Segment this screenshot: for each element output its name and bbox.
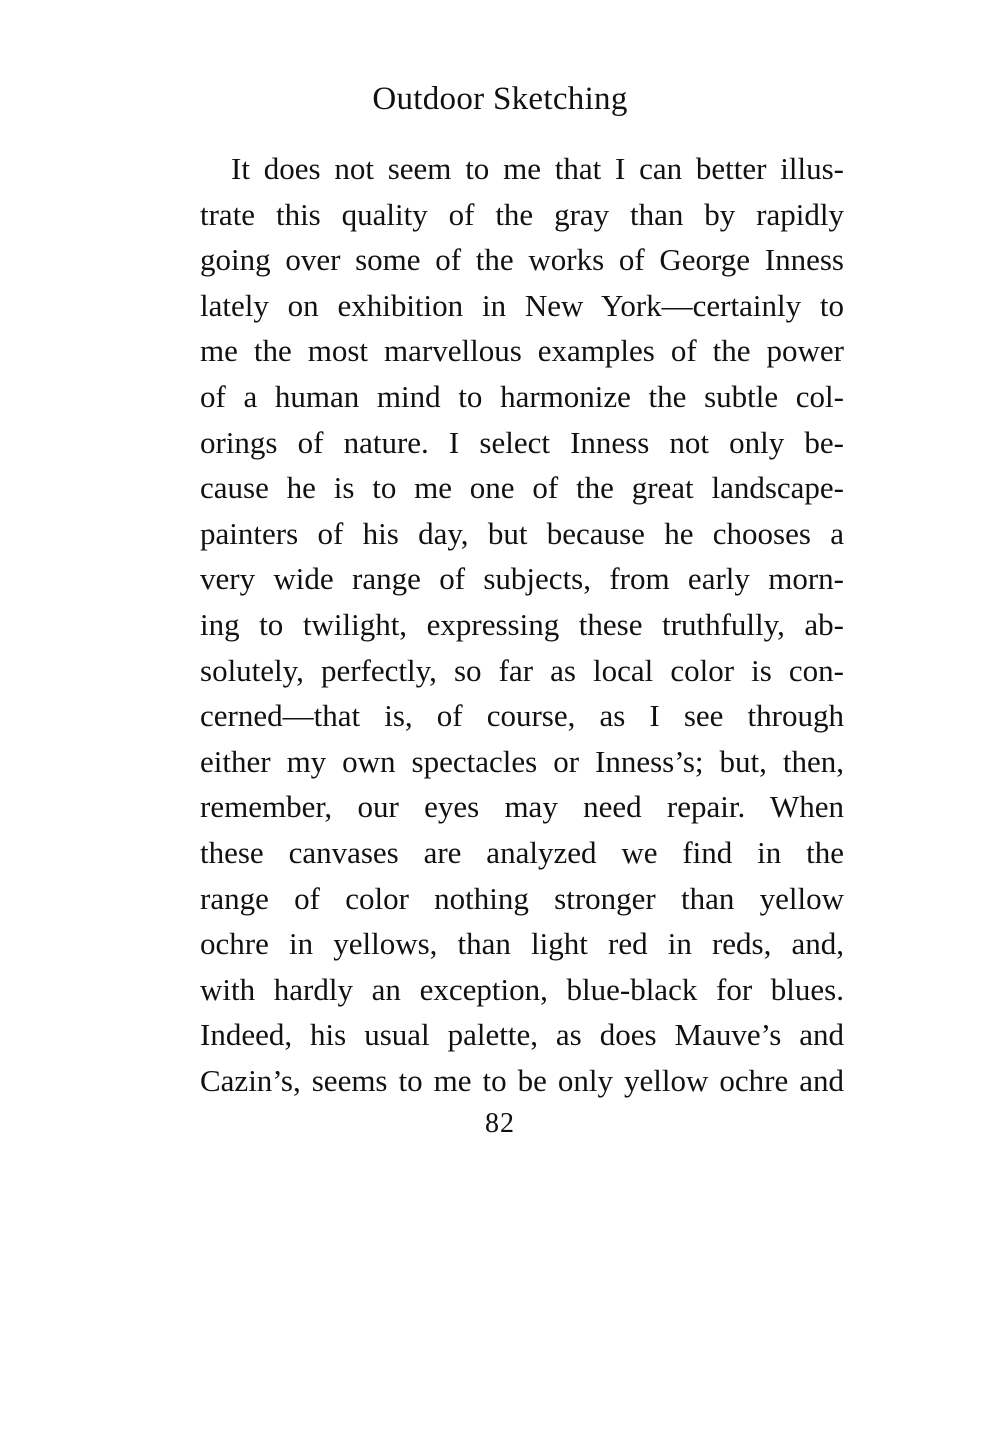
body-paragraph <box>200 146 844 1103</box>
text-line: orings of nature. I select Inness not only be- <box>200 424 844 460</box>
text-line: with hardly an exception, blue-black for blues. <box>200 971 844 1007</box>
text-line: Cazin’s, seems to me to be only yellow ochre and <box>200 1062 844 1098</box>
text-line: It does not seem to me that I can better illus- <box>231 151 844 186</box>
text-line: me the most marvellous examples of the power <box>200 333 844 369</box>
text-line: solutely, perfectly, so far as local color is con- <box>200 652 844 688</box>
text-line: these canvases are analyzed we find in the <box>200 834 844 870</box>
text-line: either my own spectacles or Inness’s; but, then, <box>200 743 844 779</box>
running-head: Outdoor Sketching <box>372 81 628 117</box>
text-line: range of color nothing stronger than yellow <box>200 880 844 916</box>
text-line: going over some of the works of George Inness <box>200 242 844 278</box>
text-line: cerned—that is, of course, as I see through <box>200 698 844 734</box>
text-line: ing to twilight, expressing these truthfully, ab- <box>200 606 844 642</box>
text-line: painters of his day, but because he chooses a <box>200 515 844 551</box>
text-line: trate this quality of the gray than by rapidly <box>200 196 844 232</box>
text-line: very wide range of subjects, from early morn- <box>200 561 844 597</box>
text-line: ochre in yellows, than light red in reds, and, <box>200 926 844 962</box>
text-line: of a human mind to harmonize the subtle col- <box>200 378 844 414</box>
page-number: 82 <box>485 1108 515 1139</box>
text-line: Indeed, his usual palette, as does Mauve’s and <box>200 1017 844 1053</box>
text-line: lately on exhibition in New York—certainly to <box>200 287 844 323</box>
text-line: remember, our eyes may need repair. When <box>200 789 844 825</box>
text-line: cause he is to me one of the great landscape- <box>200 470 844 506</box>
